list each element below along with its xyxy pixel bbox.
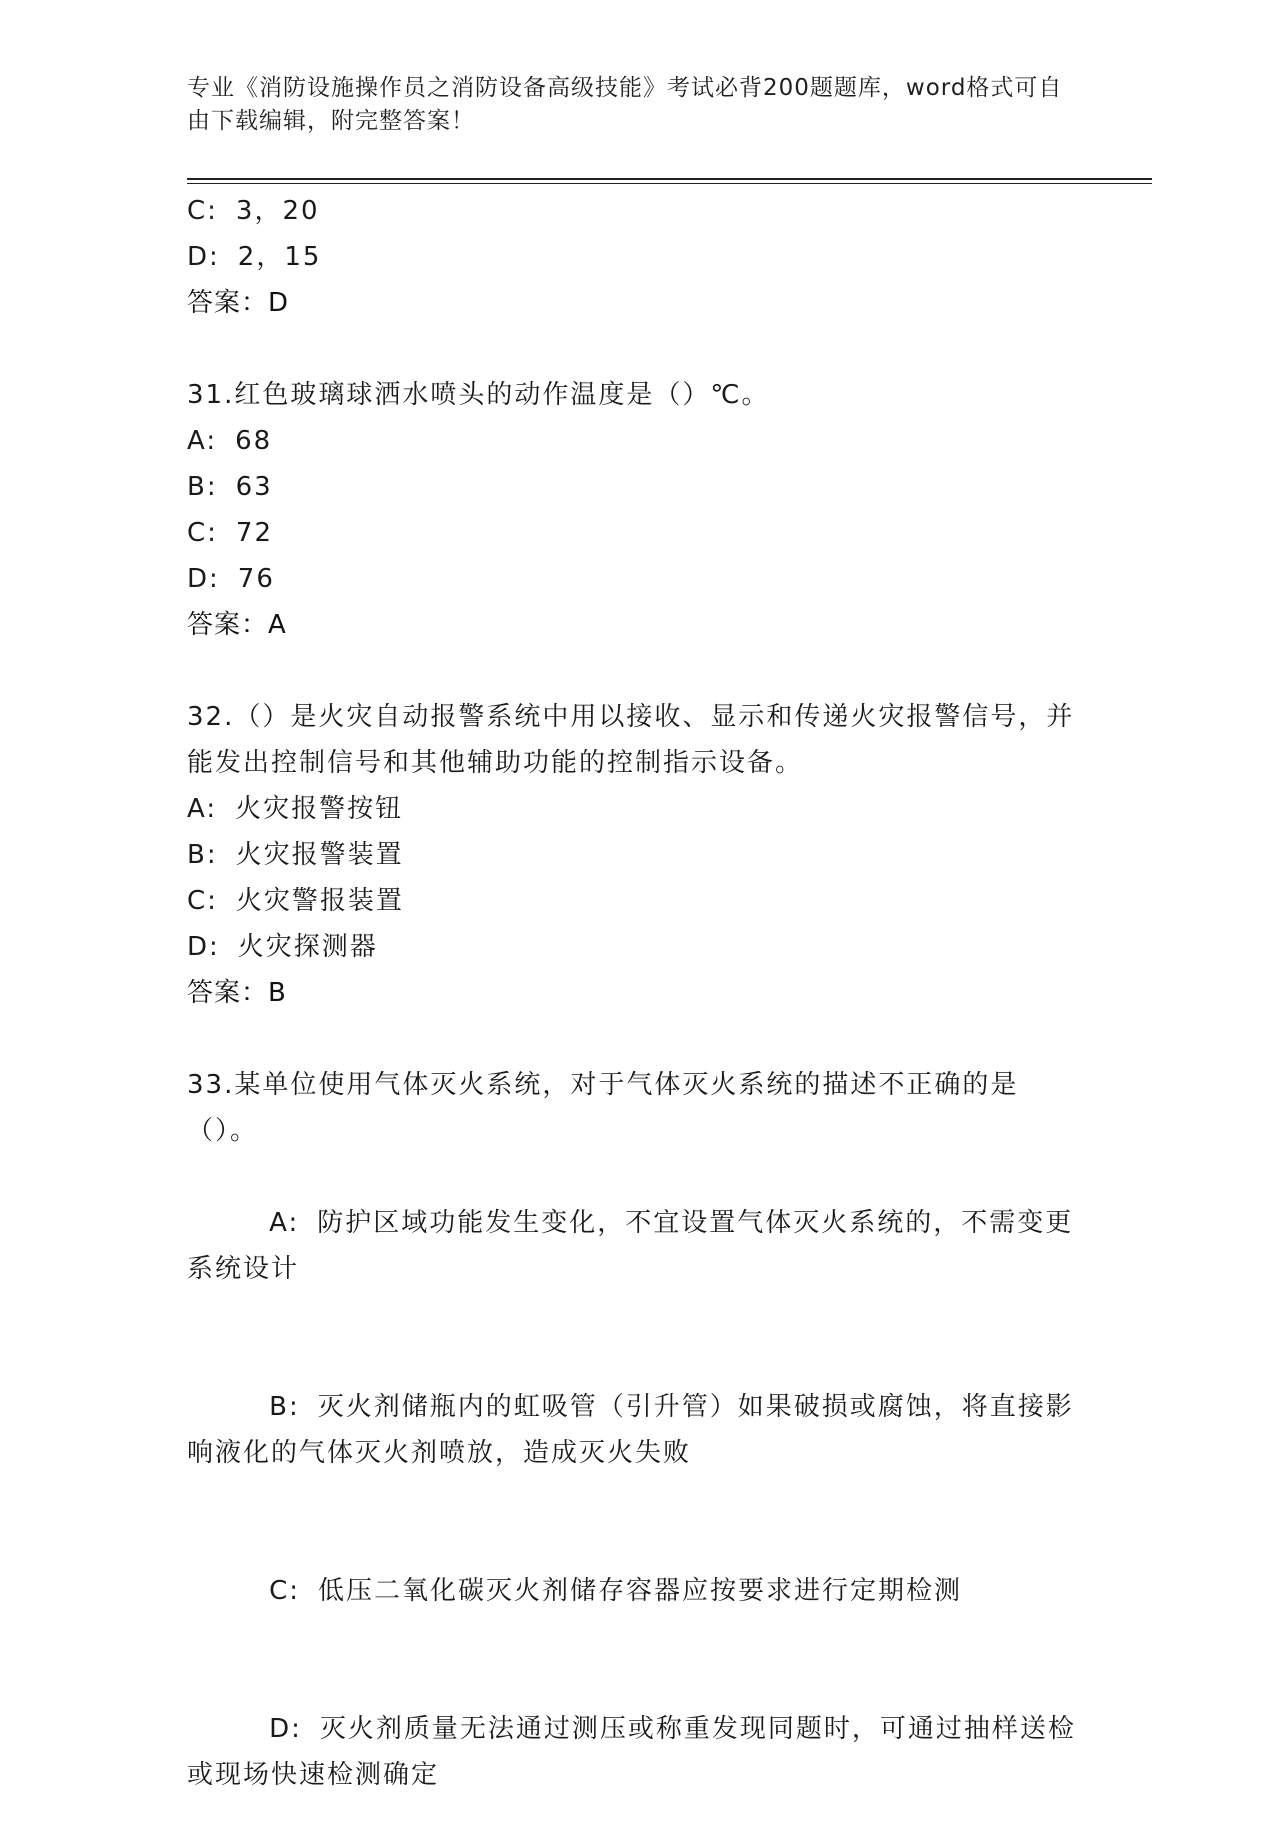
option-text: 63 [235,472,273,502]
option-key: B: [187,472,218,502]
question-stem: 32.（）是火灾自动报警系统中用以接收、显示和传递火灾报警信号，并能发出控制信号和其他辅助功能的控制指示设备。 [187,702,1075,778]
option-b [187,1338,1087,1522]
option-key: D: [187,932,220,962]
option-b [187,832,1087,878]
option-key: B: [187,840,218,870]
option-key: D: [187,564,220,594]
option-text: 火灾报警装置 [235,840,404,870]
option-key: B: [269,1392,300,1422]
question-stem: 33.某单位使用气体灭火系统，对于气体灭火系统的描述不正确的是（）。 [187,1070,1019,1146]
option-text: 68 [235,426,273,456]
header-rule-thick [187,178,1152,180]
option-text: 火灾警报装置 [235,886,404,916]
option-c [187,1522,1087,1660]
option-d [187,1660,1087,1844]
option-text: 防护区域功能发生变化，不宜设置气体灭火系统的，不需变更系统设计 [187,1208,1074,1284]
option-text: 72 [235,518,274,548]
question-32 [187,694,1087,1016]
answer-line: 答案：B [187,978,287,1008]
option-a [187,786,1087,832]
option-key: D: [187,242,220,272]
prev-question-block [187,188,1087,326]
option-key: D: [269,1714,302,1744]
option-c [187,188,1087,234]
question-33 [187,1062,1087,1844]
question-stem: 31.红色玻璃球洒水喷头的动作温度是（）℃。 [187,380,770,410]
option-key: A: [269,1208,300,1238]
option-key: C: [187,886,218,916]
answer-line: 答案：D [187,288,290,318]
option-c [187,510,1087,556]
option-text: 火灾报警按钮 [235,794,404,824]
option-key: A: [187,794,218,824]
option-b [187,464,1087,510]
option-text: 灭火剂储瓶内的虹吸管（引升管）如果破损或腐蚀，将直接影响液化的气体灭火剂喷放，造成灭火失败 [187,1392,1074,1468]
option-d [187,924,1087,970]
option-text: 2，15 [237,242,322,272]
page-header: 专业《消防设施操作员之消防设备高级技能》考试必背200题题库，word格式可自由下载编辑，附完整答案！ [187,75,1063,134]
option-key: C: [187,196,218,226]
option-key: C: [187,518,218,548]
option-text: 灭火剂质量无法通过测压或称重发现同题时，可通过抽样送检或现场快速检测确定 [187,1714,1076,1790]
header-rule-thin [187,183,1152,184]
question-31 [187,372,1087,648]
option-a [187,418,1087,464]
option-text: 76 [237,564,275,594]
option-text: 3，20 [235,196,320,226]
option-c [187,878,1087,924]
option-key: A: [187,426,218,456]
answer-line: 答案：A [187,610,287,640]
option-a [187,1154,1087,1338]
option-d [187,234,1087,280]
option-text: 火灾探测器 [237,932,378,962]
option-text: 低压二氧化碳灭火剂储存容器应按要求进行定期检测 [318,1576,963,1606]
document-body [187,188,1087,1844]
option-key: C: [269,1576,301,1606]
option-d [187,556,1087,602]
